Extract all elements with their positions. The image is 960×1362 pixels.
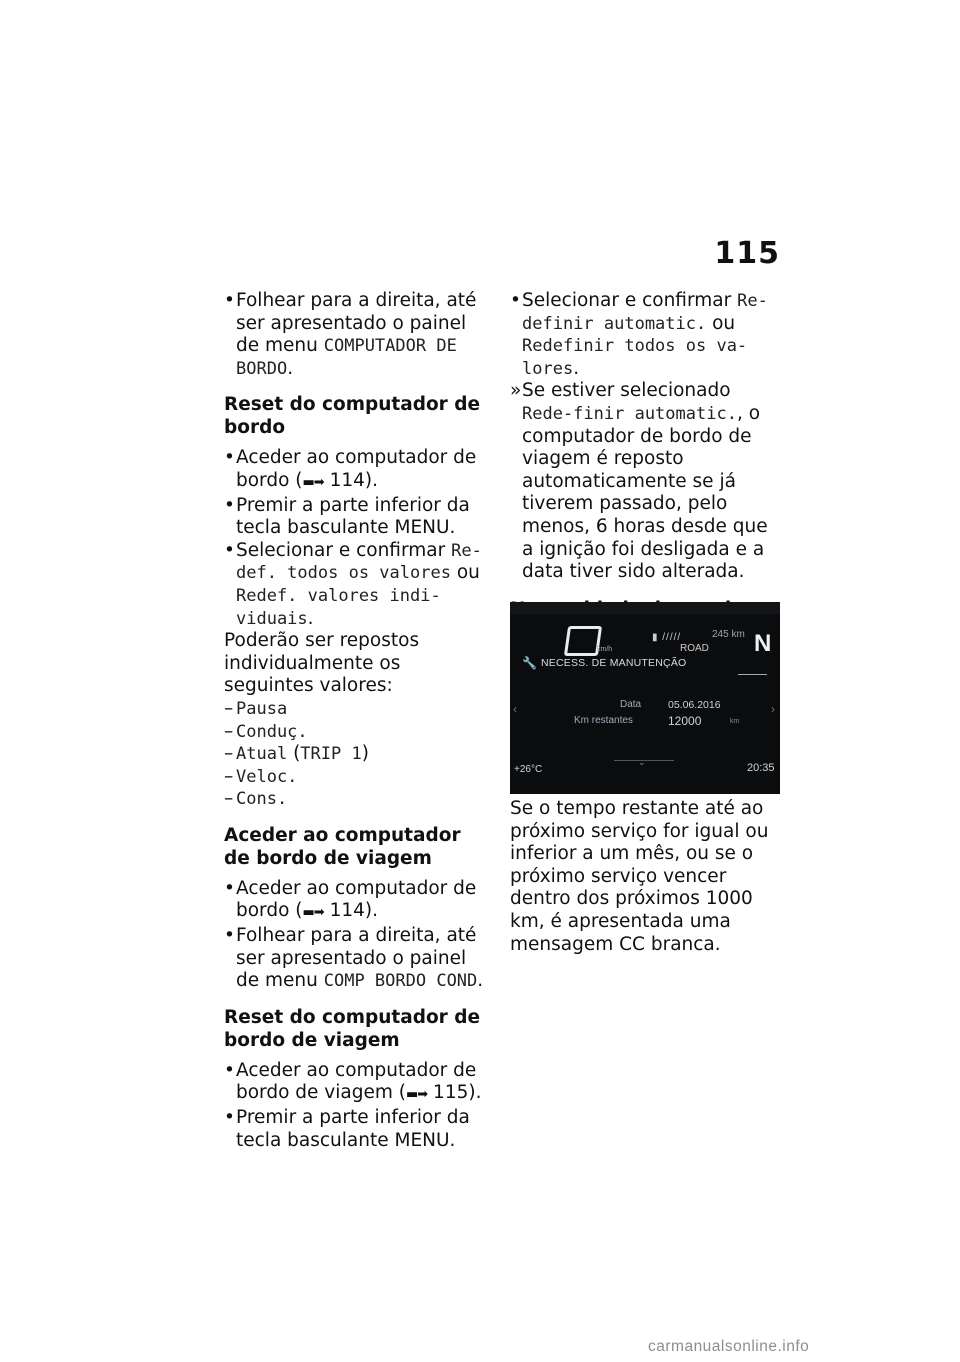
speed-unit: km/h (597, 646, 613, 653)
message-underline (738, 674, 767, 675)
display-top-bar (510, 602, 780, 614)
fuel-gauge-icon: ▮ ///// (652, 632, 682, 643)
bullet-icon: • (224, 539, 235, 561)
result-item: » Se estiver selecionado Rede-finir automatic., o computador de bordo de viagem é reposto automaticamente se já tiverem passado, pelo menos, 6 horas desde que a ignição foi desligada e a data tiver sido alterada. (510, 380, 768, 583)
list-item: • Aceder ao computador de bordo de viagem (▬➡ 115). (224, 1059, 482, 1104)
list-item: • Premir a parte inferior da tecla basculante MENU. (224, 1107, 470, 1151)
page-reference[interactable]: 114 (329, 469, 365, 491)
page-reference[interactable]: 115 (433, 1082, 469, 1104)
dash-list-item: – Atual (TRIP 1) (224, 743, 369, 765)
gear-indicator: N (754, 630, 772, 657)
dash-list-item: – Veloc. (224, 765, 298, 787)
section-heading: Reset do computador de bordo de viagem (224, 1006, 481, 1051)
list-item: • Aceder ao computador de bordo (▬➡ 114). (224, 447, 477, 491)
right-column (510, 290, 772, 629)
paragraph: Se o tempo restante até ao próximo serviço for igual ou inferior a um mês, ou se o próximo serviço vencer dentro dos próximos 1000 km, é apresentada uma mensagem CC branca. (510, 798, 769, 955)
range-value: 245 km (712, 629, 745, 640)
section-heading: Reset do computador de bordo (224, 394, 481, 439)
date-label: Data (620, 699, 642, 710)
dashboard-display-image (510, 602, 780, 794)
bullet-icon: • (224, 447, 235, 469)
service-message: NECESS. DE MANUTENÇÃO (541, 657, 687, 669)
list-item: • Premir a parte inferior da tecla basculante MENU. (224, 494, 470, 539)
riding-mode: ROAD (680, 643, 709, 654)
km-remaining-unit: km (730, 718, 740, 725)
date-value: 05.06.2016 (668, 699, 721, 711)
list-item: • Selecionar e confirmar Re-definir automatic. ou Redefinir todos os va-lores. (510, 290, 768, 379)
km-remaining-label: Km restantes (574, 715, 633, 726)
bullet-icon: • (224, 290, 235, 311)
clock: 20:35 (747, 762, 775, 774)
bullet-icon: • (224, 1059, 235, 1081)
paragraph: Poderão ser repostos individualmente os seguintes valores: (224, 630, 420, 697)
list-item: • Folhear para a direita, até ser apresentado o painel de menu COMPUTADOR DE BORDO. (224, 290, 477, 379)
list-item: • Folhear para a direita, até ser apresentado o painel de menu COMP BORDO COND. (224, 925, 484, 992)
dash-list-item: – Cons. (224, 788, 288, 810)
km-remaining-value: 12000 (668, 714, 702, 728)
chevron-down-icon: ⌄ (638, 757, 646, 767)
list-item: • Selecionar e confirmar Re-def. todos os valores ou Redef. valores indi-viduais. (224, 539, 482, 629)
page-reference[interactable]: 114 (329, 900, 365, 922)
dash-list-item: – Conduç. (224, 720, 308, 742)
dash-list-item: – Pausa (224, 697, 288, 719)
bullet-icon: • (224, 494, 235, 516)
list-item: • Aceder ao computador de bordo (▬➡ 114). (224, 877, 477, 922)
watermark: carmanualsonline.info (648, 1338, 810, 1355)
chevron-right-icon: › (771, 702, 775, 716)
page-reference-arrow-icon: ▬➡ (302, 474, 324, 490)
section-heading: Aceder ao computador de bordo de viagem (224, 824, 461, 869)
chevron-left-icon: ‹ (513, 702, 517, 716)
left-column (224, 290, 486, 1152)
bullet-icon: • (224, 925, 235, 947)
page-reference-arrow-icon: ▬➡ (405, 1087, 428, 1103)
result-arrow-icon: » (510, 380, 522, 402)
bullet-icon: • (510, 290, 521, 311)
bullet-icon: • (224, 877, 235, 899)
page-number: 115 (714, 236, 780, 271)
temperature: +26°C (514, 764, 543, 775)
wrench-icon: 🔧 (522, 656, 537, 670)
page-reference-arrow-icon: ▬➡ (302, 905, 324, 921)
bullet-icon: • (224, 1107, 235, 1129)
right-column-lower (510, 798, 772, 956)
